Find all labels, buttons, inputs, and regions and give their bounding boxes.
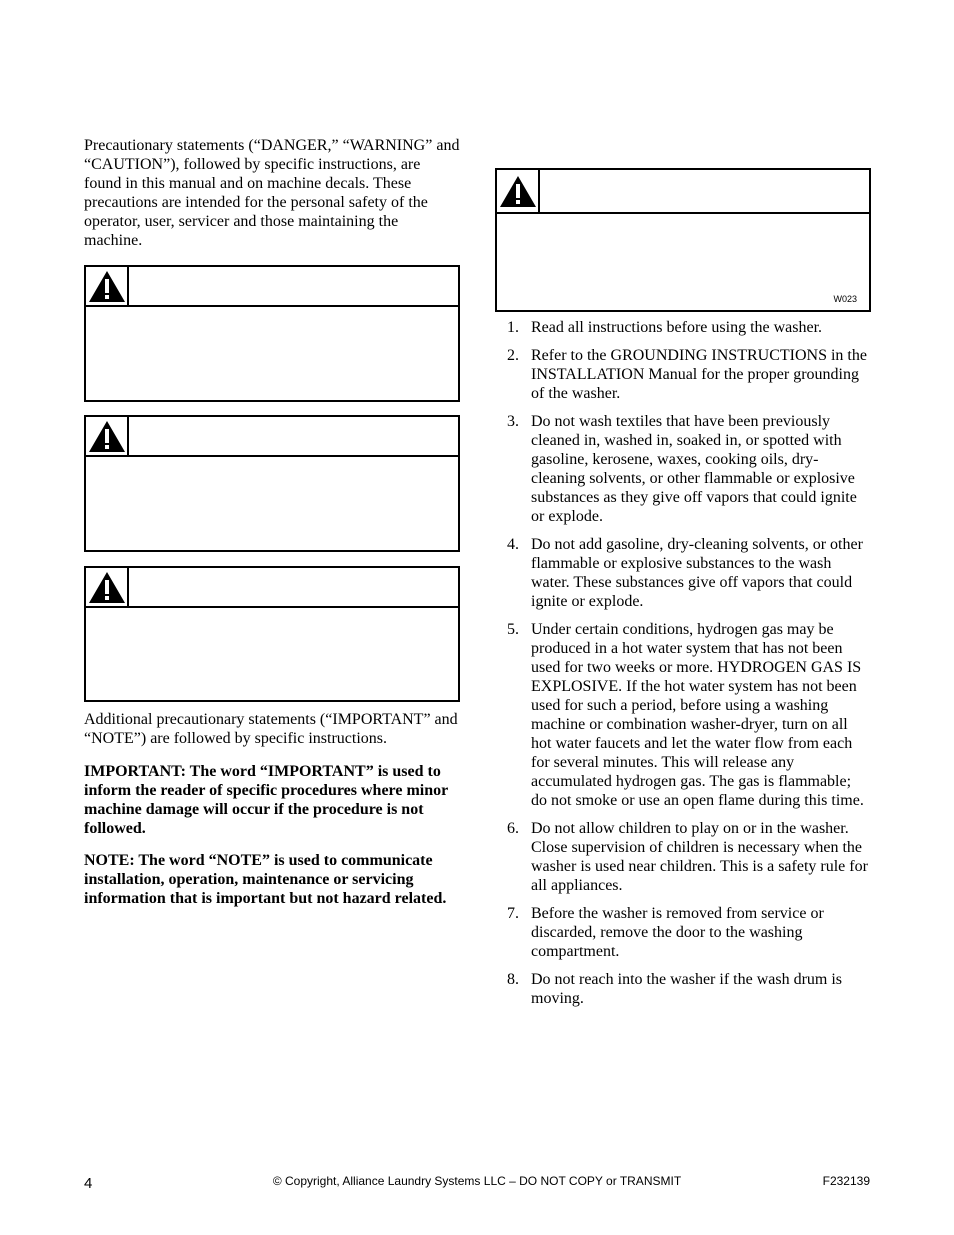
alert-header: [86, 568, 458, 608]
item-text: Refer to the GROUNDING INSTRUCTIONS in the INSTALLATION Manual for the proper grounding of the washer.: [531, 347, 867, 402]
caution-alert-box: [84, 566, 460, 702]
list-item: [495, 970, 871, 1008]
list-item: [495, 535, 871, 611]
item-number: 8.: [507, 971, 519, 988]
warning-triangle-icon: [86, 568, 129, 606]
warning-triangle-icon: [86, 417, 129, 455]
safety-instructions-list: [495, 318, 871, 1017]
warning-triangle-icon: [497, 170, 540, 212]
copyright-notice: © Copyright, Alliance Laundry Systems LLC – DO NOT COPY or TRANSMIT: [272, 1174, 682, 1188]
danger-alert-box: [84, 265, 460, 402]
alert-header: [86, 267, 458, 307]
warning-code: W023: [833, 294, 857, 304]
item-number: 1.: [507, 319, 519, 336]
alert-header: [497, 170, 869, 214]
note-paragraph: NOTE: The word “NOTE” is used to communicate installation, operation, maintenance or servicing information that is important but not hazard related.: [84, 852, 447, 907]
item-number: 3.: [507, 413, 519, 430]
list-item: [495, 904, 871, 961]
list-item: [495, 318, 871, 337]
item-text: Do not reach into the washer if the wash drum is moving.: [531, 971, 843, 1007]
warning-triangle-icon: [86, 267, 129, 305]
item-number: 6.: [507, 820, 519, 837]
right-warning-alert-box: [495, 168, 871, 312]
document-code: F232139: [822, 1174, 870, 1188]
warning-alert-box: [84, 415, 460, 552]
item-number: 7.: [507, 905, 519, 922]
alert-header: [86, 417, 458, 457]
page-number: 4: [84, 1175, 93, 1192]
item-text: Read all instructions before using the washer.: [531, 319, 823, 336]
list-item: [495, 819, 871, 895]
item-number: 2.: [507, 347, 519, 364]
item-number: 5.: [507, 621, 519, 638]
additional-paragraph: Additional precautionary statements (“IMPORTANT” and “NOTE”) are followed by specific instructions.: [84, 711, 458, 747]
item-text: Do not allow children to play on or in the washer. Close supervision of children is necessary when the washer is used near children. This is a safety rule for all appliances.: [531, 820, 868, 894]
list-item: [495, 346, 871, 403]
item-text: Do not add gasoline, dry-cleaning solvents, or other flammable or explosive substances to the wash water. These substances give off vapors that could ignite or explode.: [531, 536, 863, 610]
item-text: Do not wash textiles that have been previously cleaned in, washed in, soaked in, or spotted with gasoline, kerosene, waxes, cooking oils, dry-cleaning solvents, or other flammable or explosive substances as they give off vapors that could ignite or explode.: [531, 413, 857, 525]
item-number: 4.: [507, 536, 519, 553]
intro-paragraph: Precautionary statements (“DANGER,” “WARNING” and “CAUTION”), followed by specific instructions, are found in this manual and on machine decals. These precautions are intended for the personal safety of the operator, user, servicer and those maintaining the machine.: [84, 137, 460, 249]
important-paragraph: IMPORTANT: The word “IMPORTANT” is used to inform the reader of specific procedures where minor machine damage will occur if the procedure is not followed.: [84, 763, 448, 837]
list-item: [495, 620, 871, 810]
list-item: [495, 412, 871, 526]
item-text: Under certain conditions, hydrogen gas may be produced in a hot water system that has not been used for two weeks or more. HYDROGEN GAS IS EXPLOSIVE. If the hot water system has not been used for such a period, before using a washing machine or combination washer-dryer, turn on all hot water faucets and let the water flow from each for several minutes. This will release any accumulated hydrogen gas. The gas is flammable; do not smoke or use an open flame during this time.: [531, 621, 864, 809]
item-text: Before the washer is removed from service or discarded, remove the door to the washing compartment.: [531, 905, 824, 960]
